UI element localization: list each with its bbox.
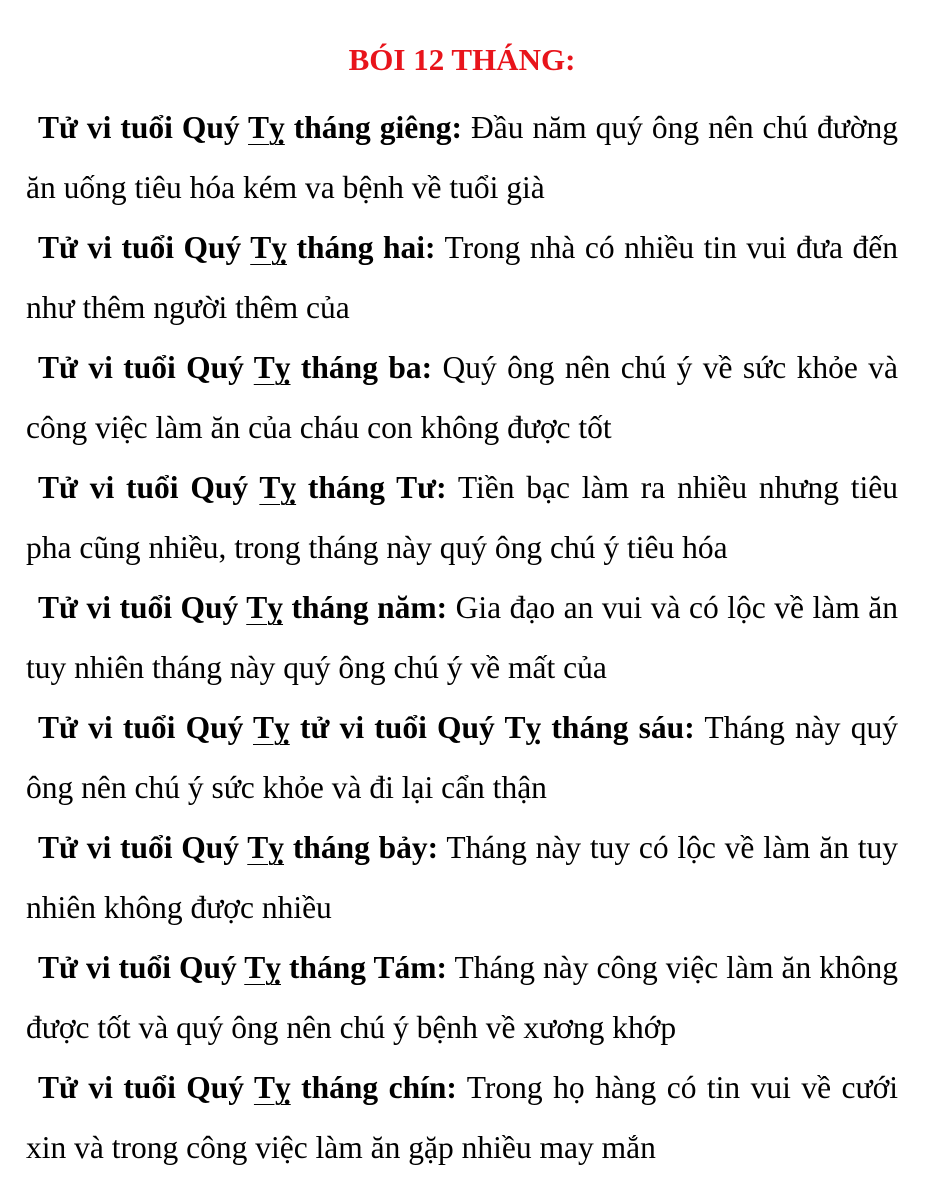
month-entry-1 xyxy=(26,98,898,218)
entry-text: Trong nhà có nhiều tin vui đưa đến như thêm người thêm của xyxy=(26,230,898,325)
entry-text: Tháng này quý ông nên chú ý sức khỏe và đi lại cẩn thận xyxy=(26,710,898,805)
entry-heading: Tử vi tuổi Quý Tỵ tháng Tư: xyxy=(38,470,447,505)
entry-heading: Tử vi tuổi Quý Tỵ tháng Tám: xyxy=(38,950,448,985)
month-entry-6 xyxy=(26,698,898,818)
month-entry-5 xyxy=(26,578,898,698)
month-entry-7 xyxy=(26,818,898,938)
entry-text: Gia đạo an vui và có lộc về làm ăn tuy nhiên tháng này quý ông chú ý về mất của xyxy=(26,590,898,685)
entry-heading: Tử vi tuổi Quý Tỵ tháng hai: xyxy=(38,230,436,265)
entry-text: Tháng này công việc làm ăn không được tốt và quý ông nên chú ý bệnh về xương khớp xyxy=(26,950,898,1045)
page-title: BÓI 12 THÁNG: xyxy=(348,42,576,77)
entry-text: Tiền bạc làm ra nhiều nhưng tiêu pha cũng nhiều, trong tháng này quý ông chú ý tiêu hóa xyxy=(26,470,898,565)
month-entry-8 xyxy=(26,938,898,1058)
month-entry-9 xyxy=(26,1058,898,1178)
entry-text: Đầu năm quý ông nên chú đường ăn uống tiêu hóa kém va bệnh về tuổi già xyxy=(26,110,898,205)
entry-text: Quý ông nên chú ý về sức khỏe và công việc làm ăn của cháu con không được tốt xyxy=(26,350,898,445)
month-entry-3 xyxy=(26,338,898,458)
entry-heading: Tử vi tuổi Quý Tỵ tháng giêng: xyxy=(38,110,463,145)
entry-text: Tháng này tuy có lộc về làm ăn tuy nhiên không được nhiều xyxy=(26,830,898,925)
entry-heading: Tử vi tuổi Quý Tỵ tháng ba: xyxy=(38,350,433,385)
entry-heading: Tử vi tuổi Quý Tỵ tháng chín: xyxy=(38,1070,457,1105)
entry-heading: Tử vi tuổi Quý Tỵ tháng bảy: xyxy=(38,830,439,865)
month-entry-4 xyxy=(26,458,898,578)
entry-heading: Tử vi tuổi Quý Tỵ tử vi tuổi Quý Tỵ tháng sáu: xyxy=(38,710,695,745)
entry-text: Trong họ hàng có tin vui về cưới xin và trong công việc làm ăn gặp nhiều may mắn xyxy=(26,1070,898,1165)
month-entry-2 xyxy=(26,218,898,338)
entry-heading: Tử vi tuổi Quý Tỵ tháng năm: xyxy=(38,590,448,625)
month-entries xyxy=(26,98,898,1178)
